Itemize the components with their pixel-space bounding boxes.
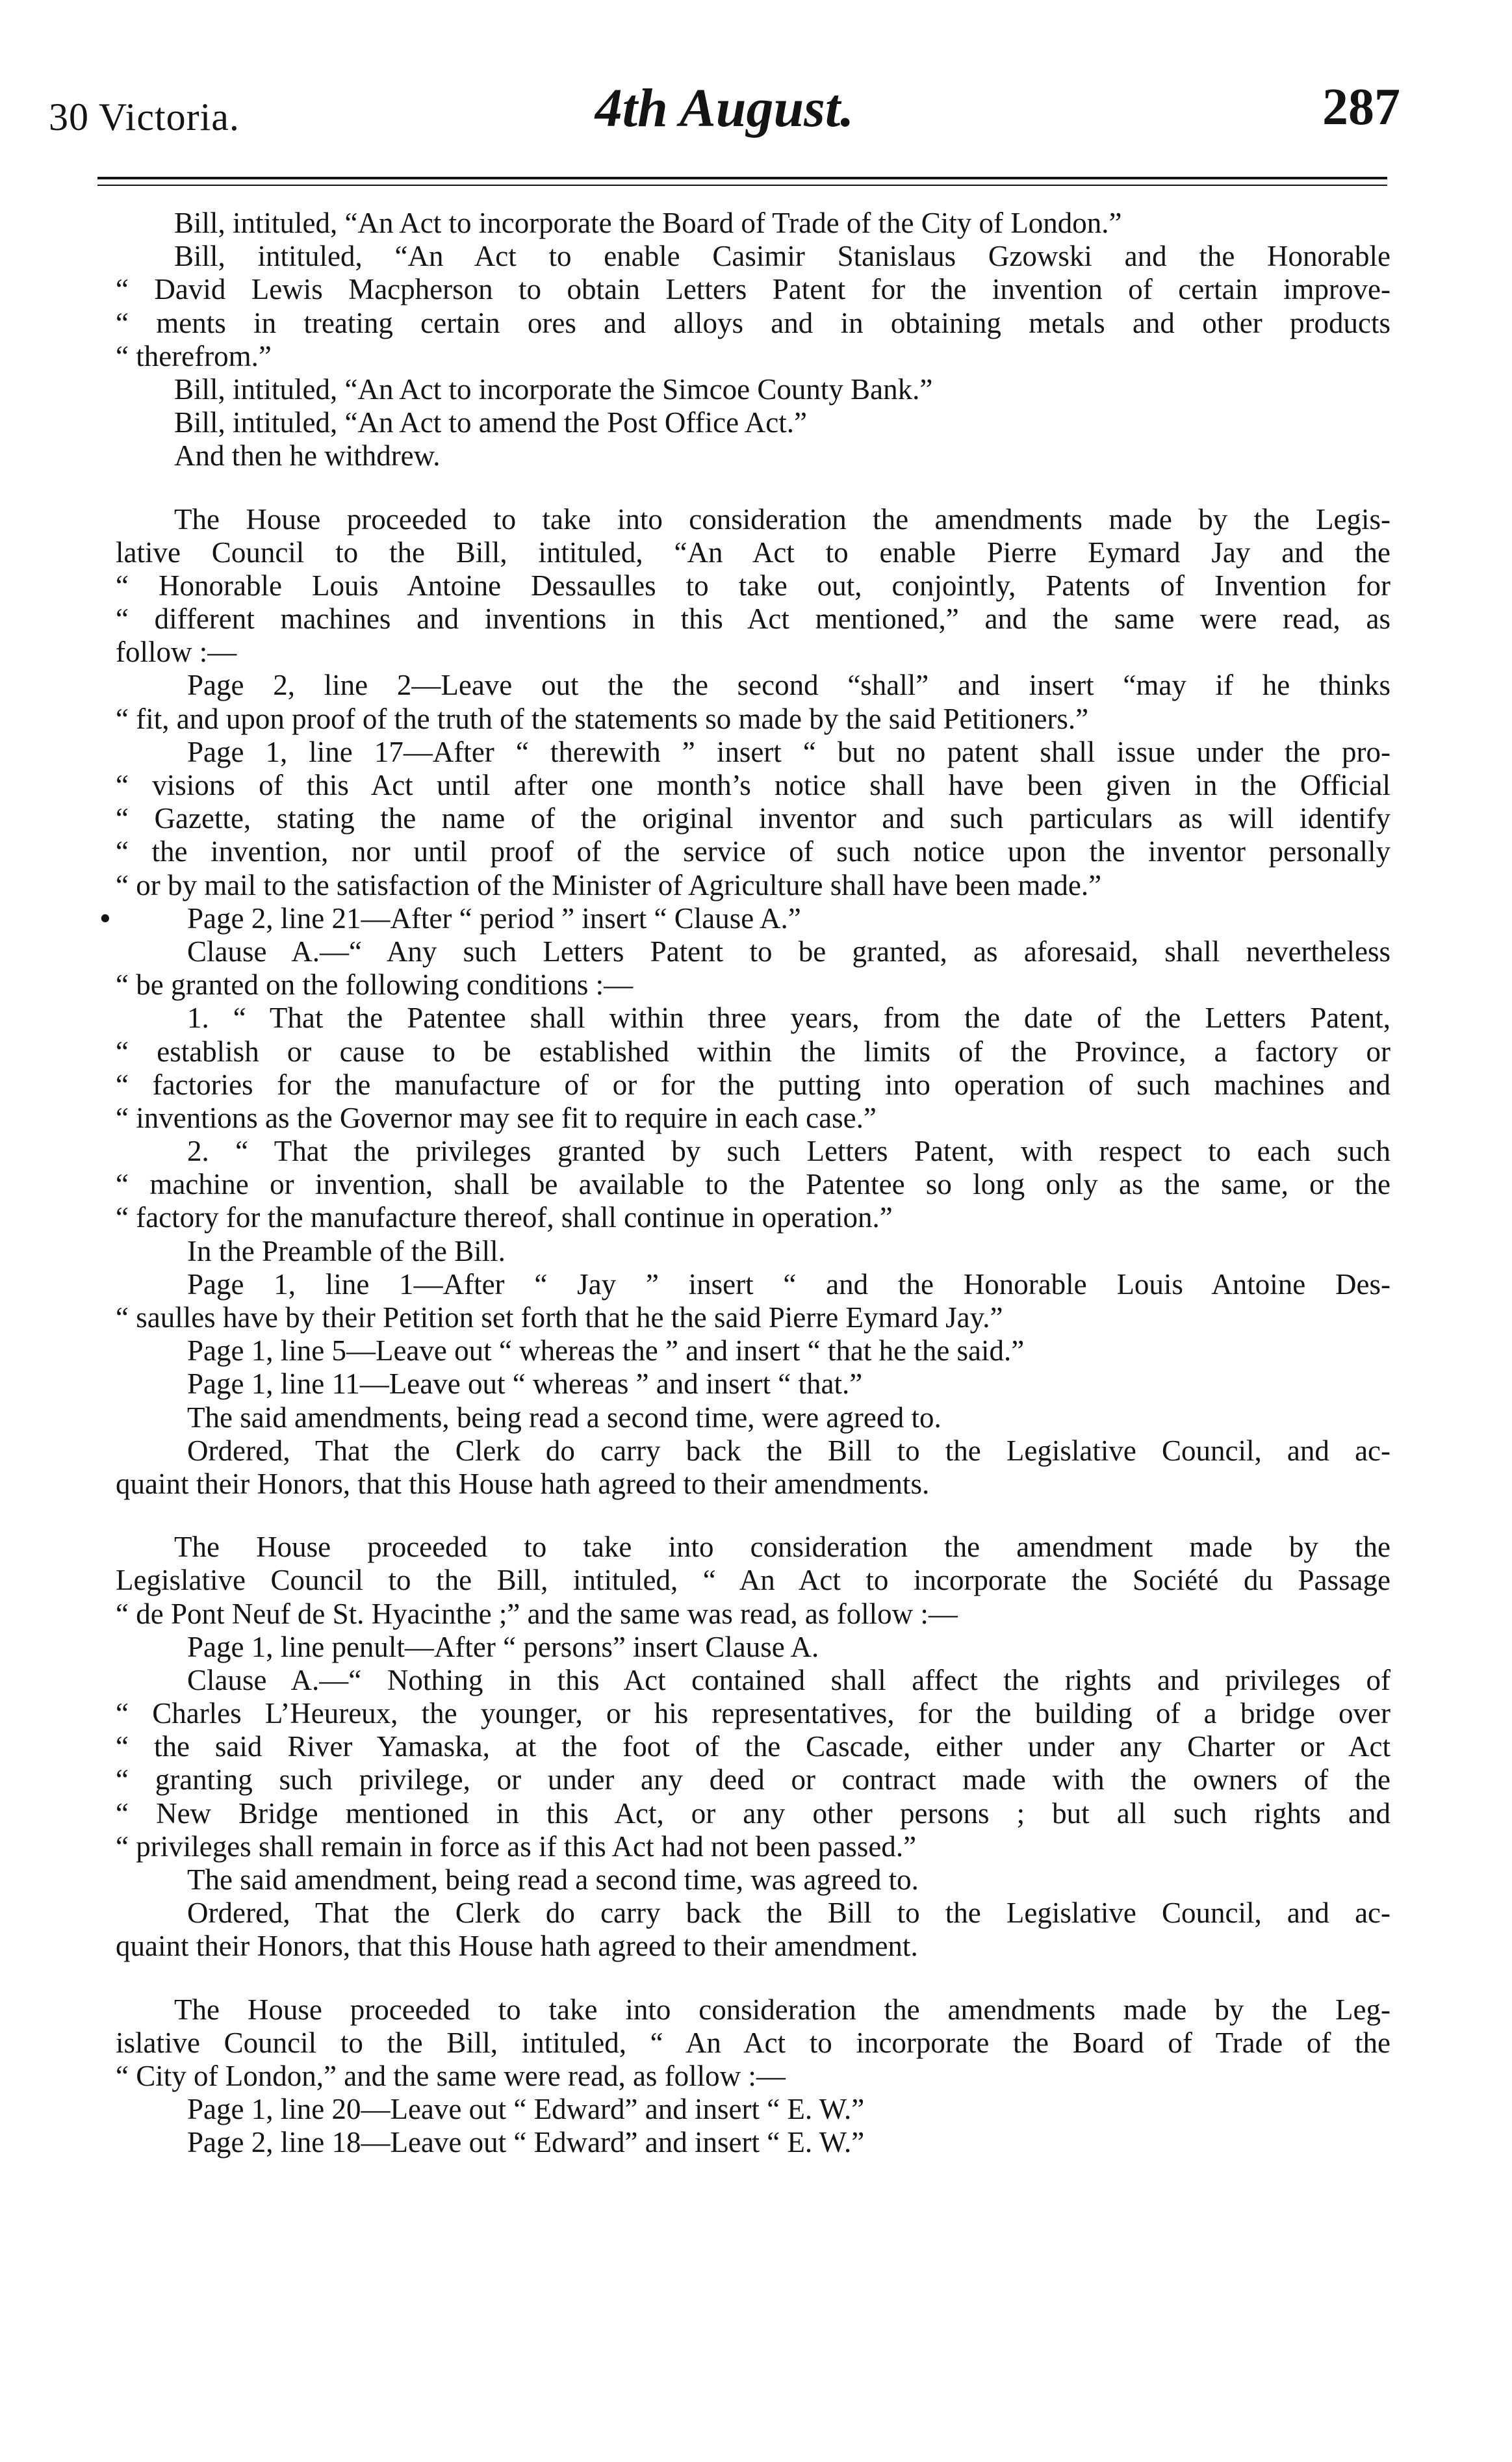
text-line bbox=[116, 1897, 1390, 1930]
line-text: Bill, intituled, “An Act to incorporate the Simcoe County Bank.” bbox=[174, 372, 933, 406]
text-line bbox=[116, 1235, 1390, 1268]
line-text: The said amendment, being read a second time, was agreed to. bbox=[187, 1863, 919, 1896]
line-text: “ saulles have by their Petition set forth that he the said Pierre Eymard Jay.” bbox=[116, 1301, 1003, 1334]
text-line bbox=[116, 1367, 1390, 1401]
text-line bbox=[116, 769, 1390, 802]
text-line bbox=[116, 1401, 1390, 1434]
line-text: “ different machines and inventions in this Act mentioned,” and the same were read, as bbox=[116, 603, 1390, 636]
line-text: Page 1, line 11—Leave out “ whereas ” and insert “ that.” bbox=[187, 1367, 863, 1401]
paragraph-gap bbox=[116, 473, 1390, 503]
text-line bbox=[116, 1930, 1390, 1963]
text-line bbox=[116, 935, 1390, 968]
text-line bbox=[100, 901, 1390, 935]
text-line bbox=[116, 307, 1390, 340]
text-line bbox=[116, 1598, 1390, 1631]
text-line bbox=[116, 1564, 1390, 1597]
header-rule-thin bbox=[97, 185, 1387, 186]
line-text: “ the said River Yamaska, at the foot of the Cascade, either under any Charter or Act bbox=[116, 1730, 1390, 1763]
paragraph-gap bbox=[116, 1501, 1390, 1531]
page-header bbox=[49, 77, 1400, 148]
text-line bbox=[116, 703, 1390, 736]
line-text: “ Charles L’Heureux, the younger, or his representatives, for the building of a bridge over bbox=[116, 1697, 1390, 1730]
text-line bbox=[116, 1135, 1390, 1168]
line-text: Page 1, line 20—Leave out “ Edward” and insert “ E. W.” bbox=[187, 2093, 865, 2126]
text-line bbox=[116, 340, 1390, 373]
text-line bbox=[116, 1035, 1390, 1069]
line-text: “ City of London,” and the same were read, as follow :— bbox=[116, 2059, 786, 2092]
paragraph-london-board-bill bbox=[116, 1993, 1390, 2160]
text-line bbox=[116, 603, 1390, 636]
line-text: “ the invention, nor until proof of the service of such notice upon the inventor personally bbox=[116, 835, 1390, 868]
line-text: “ ments in treating certain ores and alloys and in obtaining metals and other products bbox=[116, 306, 1390, 339]
text-line bbox=[116, 536, 1390, 569]
header-rule-thick bbox=[97, 177, 1387, 179]
text-line bbox=[116, 1830, 1390, 1863]
regnal-year: 30 Victoria. bbox=[49, 96, 240, 138]
text-line bbox=[116, 1301, 1390, 1334]
paragraph-bills bbox=[116, 207, 1390, 473]
page-number: 287 bbox=[1322, 79, 1400, 136]
text-line bbox=[116, 2027, 1390, 2060]
line-text: The said amendments, being read a second time, were agreed to. bbox=[187, 1401, 942, 1434]
paragraph-pont-neuf-bill bbox=[116, 1531, 1390, 1963]
line-text: “ establish or cause to be established within the limits of the Province, a factory or bbox=[116, 1035, 1390, 1068]
text-line bbox=[116, 240, 1390, 273]
line-text: Page 2, line 2—Leave out the the second “shall” and insert “may if he thinks bbox=[187, 669, 1390, 702]
line-text: Bill, intituled, “An Act to amend the Post Office Act.” bbox=[174, 406, 808, 439]
line-text: Ordered, That the Clerk do carry back the Bill to the Legislative Council, and ac- bbox=[187, 1897, 1390, 1930]
text-line bbox=[116, 1730, 1390, 1763]
text-line bbox=[116, 207, 1390, 240]
line-text: “ or by mail to the satisfaction of the Minister of Agriculture shall have been made.” bbox=[116, 868, 1102, 901]
line-text: The House proceeded to take into consideration the amendment made by the bbox=[174, 1531, 1390, 1564]
text-line bbox=[116, 1069, 1390, 1102]
line-text: “ granting such privilege, or under any deed or contract made with the owners of the bbox=[116, 1763, 1390, 1796]
line-text: The House proceeded to take into consideration the amendments made by the Leg- bbox=[174, 1993, 1390, 2026]
text-line bbox=[116, 373, 1390, 406]
text-line bbox=[116, 2126, 1390, 2159]
line-text: 1. “ That the Patentee shall within three years, from the date of the Letters Patent, bbox=[187, 1002, 1390, 1035]
line-text: “ visions of this Act until after one month’s notice shall have been given in the Official bbox=[116, 769, 1390, 801]
line-text: Clause A.—“ Any such Letters Patent to be granted, as aforesaid, shall nevertheless bbox=[187, 935, 1390, 968]
line-text: “ privileges shall remain in force as if this Act had not been passed.” bbox=[116, 1830, 917, 1863]
text-line bbox=[116, 503, 1390, 536]
text-line bbox=[116, 2060, 1390, 2093]
text-line bbox=[116, 736, 1390, 769]
text-line bbox=[116, 1531, 1390, 1564]
line-text: “ New Bridge mentioned in this Act, or any other persons ; but all such rights and bbox=[116, 1796, 1390, 1830]
text-line bbox=[116, 1993, 1390, 2027]
line-text: 2. “ That the privileges granted by such Letters Patent, with respect to each such bbox=[187, 1135, 1390, 1168]
text-line bbox=[116, 1697, 1390, 1730]
text-line bbox=[116, 636, 1390, 669]
line-text: “ Gazette, stating the name of the original inventor and such particulars as will identify bbox=[116, 802, 1390, 835]
line-text: Clause A.—“ Nothing in this Act contained shall affect the rights and privileges of bbox=[187, 1663, 1390, 1696]
text-line bbox=[116, 1168, 1390, 1201]
journal-body bbox=[100, 207, 1390, 2160]
line-text: “ factories for the manufacture of or for the putting into operation of such machines and bbox=[116, 1068, 1390, 1101]
text-line bbox=[116, 1797, 1390, 1830]
text-line bbox=[116, 968, 1390, 1002]
line-text: “ be granted on the following conditions :— bbox=[116, 968, 634, 1002]
text-line bbox=[116, 1201, 1390, 1234]
line-text: The House proceeded to take into consideration the amendments made by the Legis- bbox=[174, 502, 1390, 536]
line-text: Bill, intituled, “An Act to incorporate the Board of Trade of the City of London.” bbox=[174, 207, 1122, 239]
text-line bbox=[116, 1334, 1390, 1367]
text-line bbox=[116, 869, 1390, 902]
line-text: In the Preamble of the Bill. bbox=[187, 1234, 506, 1267]
line-text: quaint their Honors, that this House hath agreed to their amendments. bbox=[116, 1467, 930, 1500]
line-text: “ inventions as the Governor may see fit to require in each case.” bbox=[116, 1101, 877, 1134]
text-line bbox=[116, 835, 1390, 868]
line-text: “ factory for the manufacture thereof, shall continue in operation.” bbox=[116, 1201, 893, 1234]
line-text: Page 2, line 21—After “ period ” insert “ Clause A.” bbox=[187, 901, 801, 935]
text-line bbox=[116, 439, 1390, 473]
line-text: Page 1, line 17—After “ therewith ” insert “ but no patent shall issue under the pro- bbox=[187, 735, 1390, 768]
paragraph-pierre-jay-bill bbox=[100, 502, 1390, 1501]
text-line bbox=[116, 1664, 1390, 1697]
text-line bbox=[116, 569, 1390, 603]
text-line bbox=[116, 1268, 1390, 1301]
text-line bbox=[116, 406, 1390, 439]
line-text: lative Council to the Bill, intituled, “An Act to enable Pierre Eymard Jay and the bbox=[116, 536, 1390, 569]
line-text: Legislative Council to the Bill, intituled, “ An Act to incorporate the Société du Passage bbox=[116, 1564, 1390, 1597]
text-line bbox=[116, 669, 1390, 702]
line-text: quaint their Honors, that this House hath agreed to their amendment. bbox=[116, 1930, 918, 1963]
text-line bbox=[116, 1102, 1390, 1135]
line-text: Page 1, line penult—After “ persons” insert Clause A. bbox=[187, 1630, 819, 1663]
text-line bbox=[116, 802, 1390, 835]
line-text: “ machine or invention, shall be available to the Patentee so long only as the same, or the bbox=[116, 1168, 1390, 1201]
text-line bbox=[116, 2093, 1390, 2126]
line-text: Page 1, line 1—After “ Jay ” insert “ and the Honorable Louis Antoine Des- bbox=[187, 1267, 1390, 1301]
margin-bullet-icon: • bbox=[100, 901, 110, 935]
line-text: “ fit, and upon proof of the truth of the statements so made by the said Petitioners.” bbox=[116, 702, 1089, 735]
text-line bbox=[116, 273, 1390, 306]
line-text: And then he withdrew. bbox=[174, 439, 441, 473]
line-text: “ Honorable Louis Antoine Dessaulles to take out, conjointly, Patents of Invention for bbox=[116, 569, 1390, 602]
text-line bbox=[116, 1468, 1390, 1501]
text-line bbox=[116, 1631, 1390, 1664]
line-text: “ de Pont Neuf de St. Hyacinthe ;” and the same was read, as follow :— bbox=[116, 1597, 958, 1630]
paragraph-gap bbox=[116, 1963, 1390, 1993]
line-text: “ therefrom.” bbox=[116, 339, 272, 372]
text-line bbox=[116, 1863, 1390, 1897]
line-text: Page 1, line 5—Leave out “ whereas the ” and insert “ that he the said.” bbox=[187, 1334, 1025, 1367]
line-text: islative Council to the Bill, intituled, “ An Act to incorporate the Board of Trade of the bbox=[116, 2026, 1390, 2059]
line-text: “ David Lewis Macpherson to obtain Letters Patent for the invention of certain improve- bbox=[116, 273, 1390, 306]
line-text: follow :— bbox=[116, 636, 237, 669]
text-line bbox=[116, 1002, 1390, 1035]
line-text: Ordered, That the Clerk do carry back the Bill to the Legislative Council, and ac- bbox=[187, 1434, 1390, 1467]
session-date: 4th August. bbox=[595, 78, 854, 138]
text-line bbox=[116, 1763, 1390, 1796]
line-text: Page 2, line 18—Leave out “ Edward” and insert “ E. W.” bbox=[187, 2126, 865, 2159]
text-line bbox=[116, 1434, 1390, 1468]
line-text: Bill, intituled, “An Act to enable Casimir Stanislaus Gzowski and the Honorable bbox=[174, 240, 1390, 273]
